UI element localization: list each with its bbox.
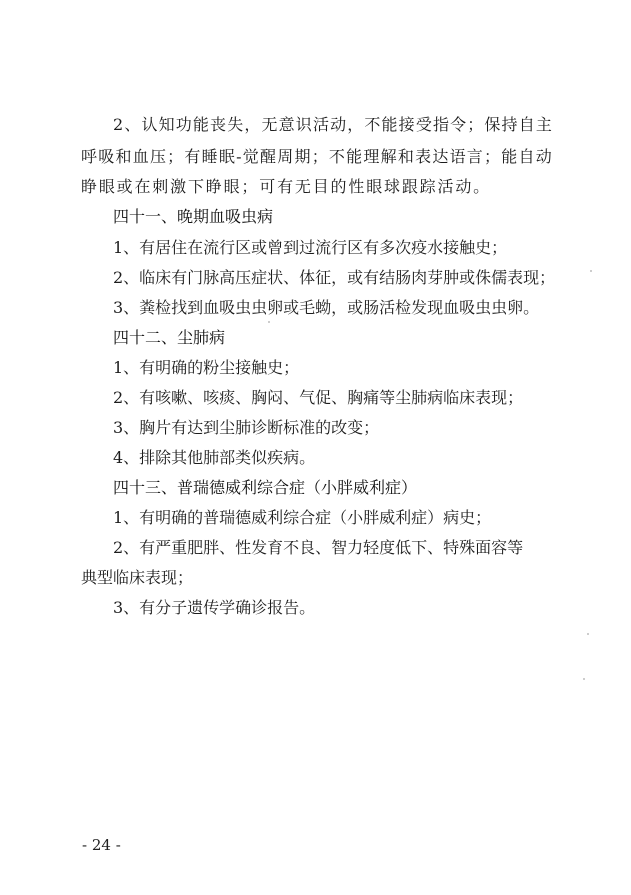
body-line: 2、有咳嗽、咳痰、胸闷、气促、胸痛等尘肺病临床表现； (113, 388, 524, 407)
scan-speck (268, 321, 270, 323)
body-line: 2、有严重肥胖、性发育不良、智力轻度低下、特殊面容等 (113, 538, 524, 557)
body-line: 典型临床表现； (81, 568, 194, 587)
body-line: 1、有明确的粉尘接触史； (113, 358, 300, 377)
section-heading-42: 四十二、尘肺病 (113, 328, 226, 347)
page-number: - 24 - (82, 836, 121, 854)
body-line: 4、排除其他肺部类似疾病。 (113, 448, 316, 467)
scan-speck (587, 633, 589, 635)
section-heading-43: 四十三、普瑞德威利综合症（小胖威利症） (113, 478, 418, 497)
body-line: 呼吸和血压；有睡眠-觉醒周期；不能理解和表达语言；能自动 (81, 147, 553, 166)
section-heading-41: 四十一、晚期血吸虫病 (113, 207, 274, 226)
body-line: 睁眼或在刺激下睁眼；可有无目的性眼球跟踪活动。 (81, 177, 491, 196)
scan-speck (583, 678, 585, 680)
body-line: 2、认知功能丧失，无意识活动，不能接受指令；保持自主 (113, 115, 553, 134)
scan-speck (590, 270, 592, 272)
body-line: 1、有明确的普瑞德威利综合症（小胖威利症）病史； (113, 508, 492, 527)
body-line: 1、有居住在流行区或曾到过流行区有多次疫水接触史； (113, 238, 508, 257)
body-line: 3、有分子遗传学确诊报告。 (113, 598, 316, 617)
body-line: 3、胸片有达到尘肺诊断标准的改变； (113, 418, 380, 437)
body-line: 3、粪检找到血吸虫虫卵或毛蚴，或肠活检发现血吸虫虫卵。 (113, 298, 540, 317)
body-line: 2、临床有门脉高压症状、体征，或有结肠肉芽肿或侏儒表现； (113, 268, 556, 287)
